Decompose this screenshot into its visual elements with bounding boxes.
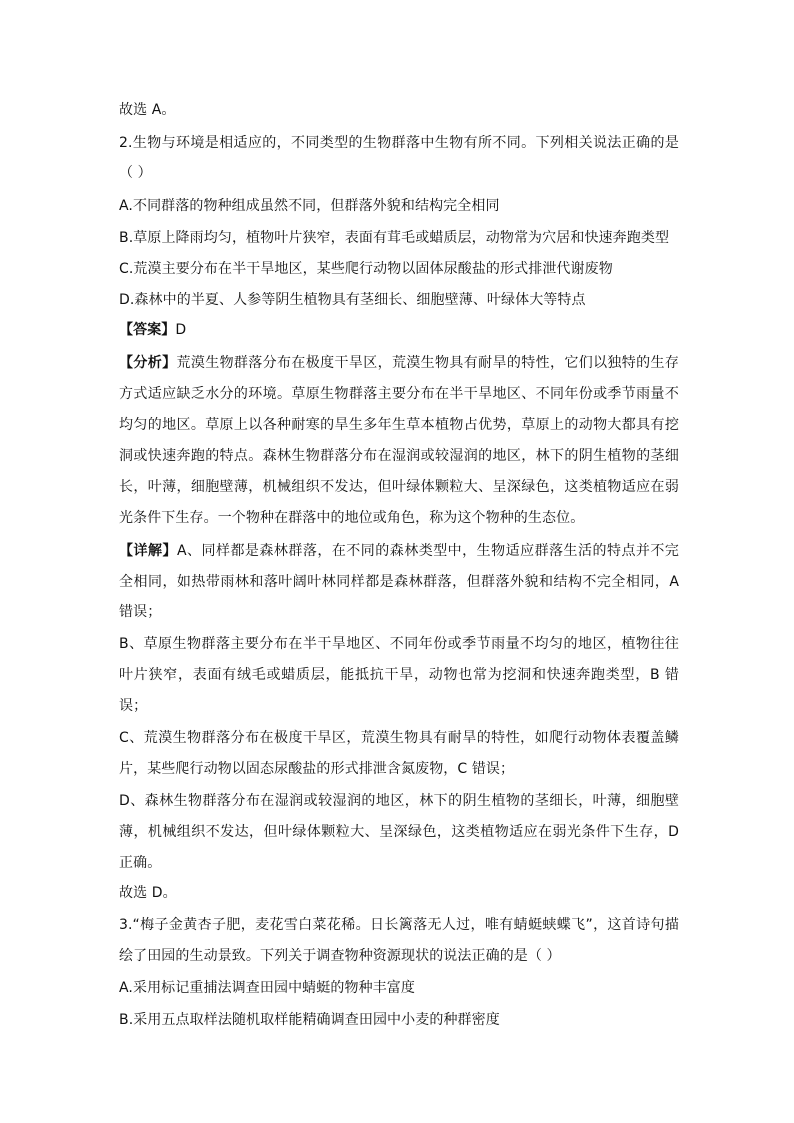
detail-line: 正确。 — [119, 855, 162, 871]
detail-line: 全相同，如热带雨林和落叶阔叶林同样都是森林群落，但群落外貌和结构不完全相同，A — [119, 574, 679, 590]
analysis-line: 均匀的地区。草原上以各种耐寒的旱生多年生草本植物占优势，草原上的动物大都具有挖 — [119, 417, 679, 433]
detail-line: 错误； — [119, 604, 162, 620]
analysis-line: 洞或快速奔跑的特点。森林生物群落分布在湿润或较湿润的地区，林下的阴生植物的茎细 — [119, 448, 679, 464]
section-label: 【答案】 — [119, 322, 176, 338]
option-b: B.采用五点取样法随机取样能精确调查田园中小麦的种群密度 — [119, 1012, 500, 1028]
answer-bracket: （ ） — [119, 165, 152, 181]
text-line: 故选 D。 — [119, 885, 177, 901]
option-a: A.不同群落的物种组成虽然不同，但群落外貌和结构完全相同 — [119, 198, 500, 214]
analysis-line: 光条件下生存。一个物种在群落中的地位或角色，称为这个物种的生态位。 — [119, 510, 585, 526]
section-label: 【详解】 — [119, 543, 177, 559]
analysis-line: 长，叶薄，细胞壁薄，机械组织不发达，但叶绿体颗粒大、呈深绿色，这类植物适应在弱 — [119, 479, 679, 495]
analysis-line: 【分析】荒漠生物群落分布在极度干旱区，荒漠生物具有耐旱的特性，它们以独特的生存 — [119, 355, 679, 371]
answer-label: 【答案】D — [119, 322, 187, 338]
section-label: 【分析】 — [119, 355, 177, 371]
detail-line: 叶片狭窄，表面有绒毛或蜡质层，能抵抗干旱，动物也常为挖洞和快速奔跑类型，B 错 — [119, 667, 679, 683]
option-b: B.草原上降雨均匀，植物叶片狭窄，表面有茸毛或蜡质层，动物常为穴居和快速奔跑类型 — [119, 230, 670, 246]
option-a: A.采用标记重捕法调查田园中蜻蜓的物种丰富度 — [119, 980, 415, 996]
question-3-stem: 绘了田园的生动景致。下列关于调查物种资源现状的说法正确的是（ ） — [119, 948, 561, 964]
option-c: C.荒漠主要分布在半干旱地区，某些爬行动物以固体尿酸盐的形式排泄代谢废物 — [119, 261, 613, 277]
detail-line: B、草原生物群落主要分布在半干旱地区、不同年份或季节雨量不均匀的地区，植物往往 — [119, 636, 679, 652]
question-3-stem: 3.“梅子金黄杏子肥，麦花雪白菜花稀。日长篱落无人过，唯有蜻蜓蛱蝶飞”，这首诗句描 — [119, 917, 679, 933]
detail-line: C、荒漠生物群落分布在极度干旱区，荒漠生物具有耐旱的特性，如爬行动物体表覆盖鳞 — [119, 730, 679, 746]
question-2-stem: 2.生物与环境是相适应的，不同类型的生物群落中生物有所不同。下列相关说法正确的是 — [119, 135, 679, 151]
detail-line: 片，某些爬行动物以固态尿酸盐的形式排泄含氮废物，C 错误； — [119, 761, 515, 777]
detail-line: 【详解】A、同样都是森林群落，在不同的森林类型中，生物适应群落生活的特点并不完 — [119, 543, 679, 559]
detail-line: 薄，机械组织不发达，但叶绿体颗粒大、呈深绿色，这类植物适应在弱光条件下生存，D — [119, 824, 679, 840]
detail-line: D、森林生物群落分布在湿润或较湿润的地区，林下的阴生植物的茎细长，叶薄，细胞壁 — [119, 793, 679, 809]
detail-line: 误； — [119, 698, 148, 714]
analysis-line: 方式适应缺乏水分的环境。草原生物群落主要分布在半干旱地区、不同年份或季节雨量不 — [119, 386, 679, 402]
text-line: 故选 A。 — [119, 102, 176, 118]
option-d: D.森林中的半夏、人参等阴生植物具有茎细长、细胞壁薄、叶绿体大等特点 — [119, 292, 586, 308]
